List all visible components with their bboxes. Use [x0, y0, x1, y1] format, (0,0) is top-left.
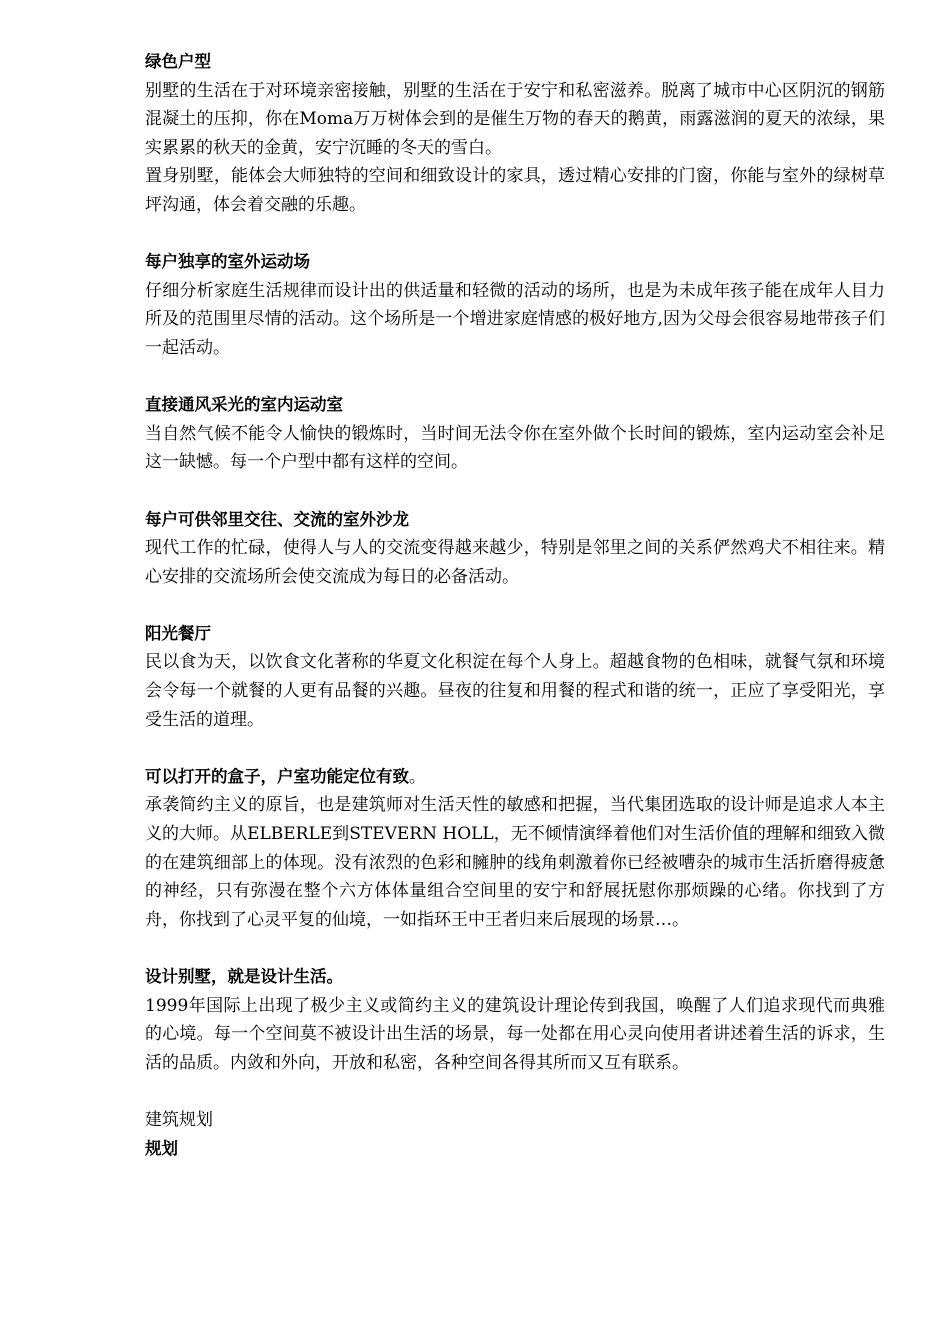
footer-block: [145, 1106, 885, 1163]
section-heading: 阳光餐厅: [145, 623, 211, 643]
section-heading-wrapper: [145, 763, 885, 792]
document-page: [145, 48, 885, 1163]
section-design-life: [145, 963, 885, 1077]
section-openable-box: [145, 763, 885, 935]
section-green-layout: [145, 48, 885, 220]
section-outdoor-sports-field: [145, 248, 885, 362]
section-paragraph: 别墅的生活在于对环境亲密接触，别墅的生活在于安宁和私密滋养。脱离了城市中心区阴沉的钢筋混凝土的压抑，你在Moma万万树体会到的是催生万物的春天的鹅黄，雨露滋润的夏天的浓绿，果实累累的秋天的金黄，安宁沉睡的冬天的雪白。: [145, 80, 885, 158]
section-paragraph: 承袭简约主义的原旨，也是建筑师对生活天性的敏感和把握，当代集团选取的设计师是追求人本主义的大师。从ELBERLE到STEVERN HOLL，无不倾情演绎着他们对生活价值的理解和细致入微的在建筑细部上的体现。没有浓烈的色彩和臃肿的线角刺激着你已经被嘈杂的城市生活折磨得疲惫的神经，只有弥漫在整个六方体体量组合空间里的安宁和舒展抚慰你那烦躁的心绪。你找到了方舟，你找到了心灵平复的仙境，一如指环王中王者归来后展现的场景…。: [145, 795, 885, 930]
section-heading: 直接通风采光的室内运动室: [145, 395, 343, 415]
section-outdoor-salon: [145, 506, 885, 592]
section-paragraph: 仔细分析家庭生活规律而设计出的供适量和轻微的活动的场所，也是为未成年孩子能在成年人目力所及的范围里尽情的活动。这个场所是一个增进家庭情感的极好地方,因为父母会很容易地带孩子们一起活动。: [145, 280, 885, 358]
section-paragraph: 民以食为天，以饮食文化著称的华夏文化积淀在每个人身上。超越食物的色相味，就餐气氛和环境会令每一个就餐的人更有品餐的兴趣。昼夜的往复和用餐的程式和谐的统一，正应了享受阳光，享受生活的道理。: [145, 652, 885, 730]
section-paragraph: 当自然气候不能令人愉快的锻炼时，当时间无法令你在室外做个长时间的锻炼，室内运动室会补足这一缺憾。每一个户型中都有这样的空间。: [145, 423, 885, 473]
section-paragraph: 现代工作的忙碌，使得人与人的交流变得越来越少，特别是邻里之间的关系俨然鸡犬不相往来。精心安排的交流场所会使交流成为每日的必备活动。: [145, 538, 885, 587]
section-heading-tail: 。: [409, 766, 426, 786]
footer-line-architecture-planning: 建筑规划: [145, 1109, 213, 1130]
section-heading: 可以打开的盒子，户室功能定位有致: [145, 766, 409, 786]
section-indoor-sports-room: [145, 391, 885, 477]
section-heading: 绿色户型: [145, 52, 211, 71]
section-heading: 每户独享的室外运动场: [145, 252, 310, 272]
section-sunlight-dining: [145, 620, 885, 734]
section-heading: 设计别墅，就是设计生活。: [145, 967, 343, 986]
footer-line-planning: 规划: [145, 1138, 178, 1158]
section-paragraph: 置身别墅，能体会大师独特的空间和细致设计的家具，透过精心安排的门窗，你能与室外的绿树草坪沟通，体会着交融的乐趣。: [145, 166, 885, 215]
section-paragraph: 1999年国际上出现了极少主义或简约主义的建筑设计理论传到我国，唤醒了人们追求现代而典雅的心境。每一个空间莫不被设计出生活的场景，每一处都在用心灵向使用者讲述着生活的诉求，生活的品质。内敛和外向，开放和私密，各种空间各得其所而又互有联系。: [145, 995, 885, 1073]
section-heading: 每户可供邻里交往、交流的室外沙龙: [145, 509, 409, 529]
